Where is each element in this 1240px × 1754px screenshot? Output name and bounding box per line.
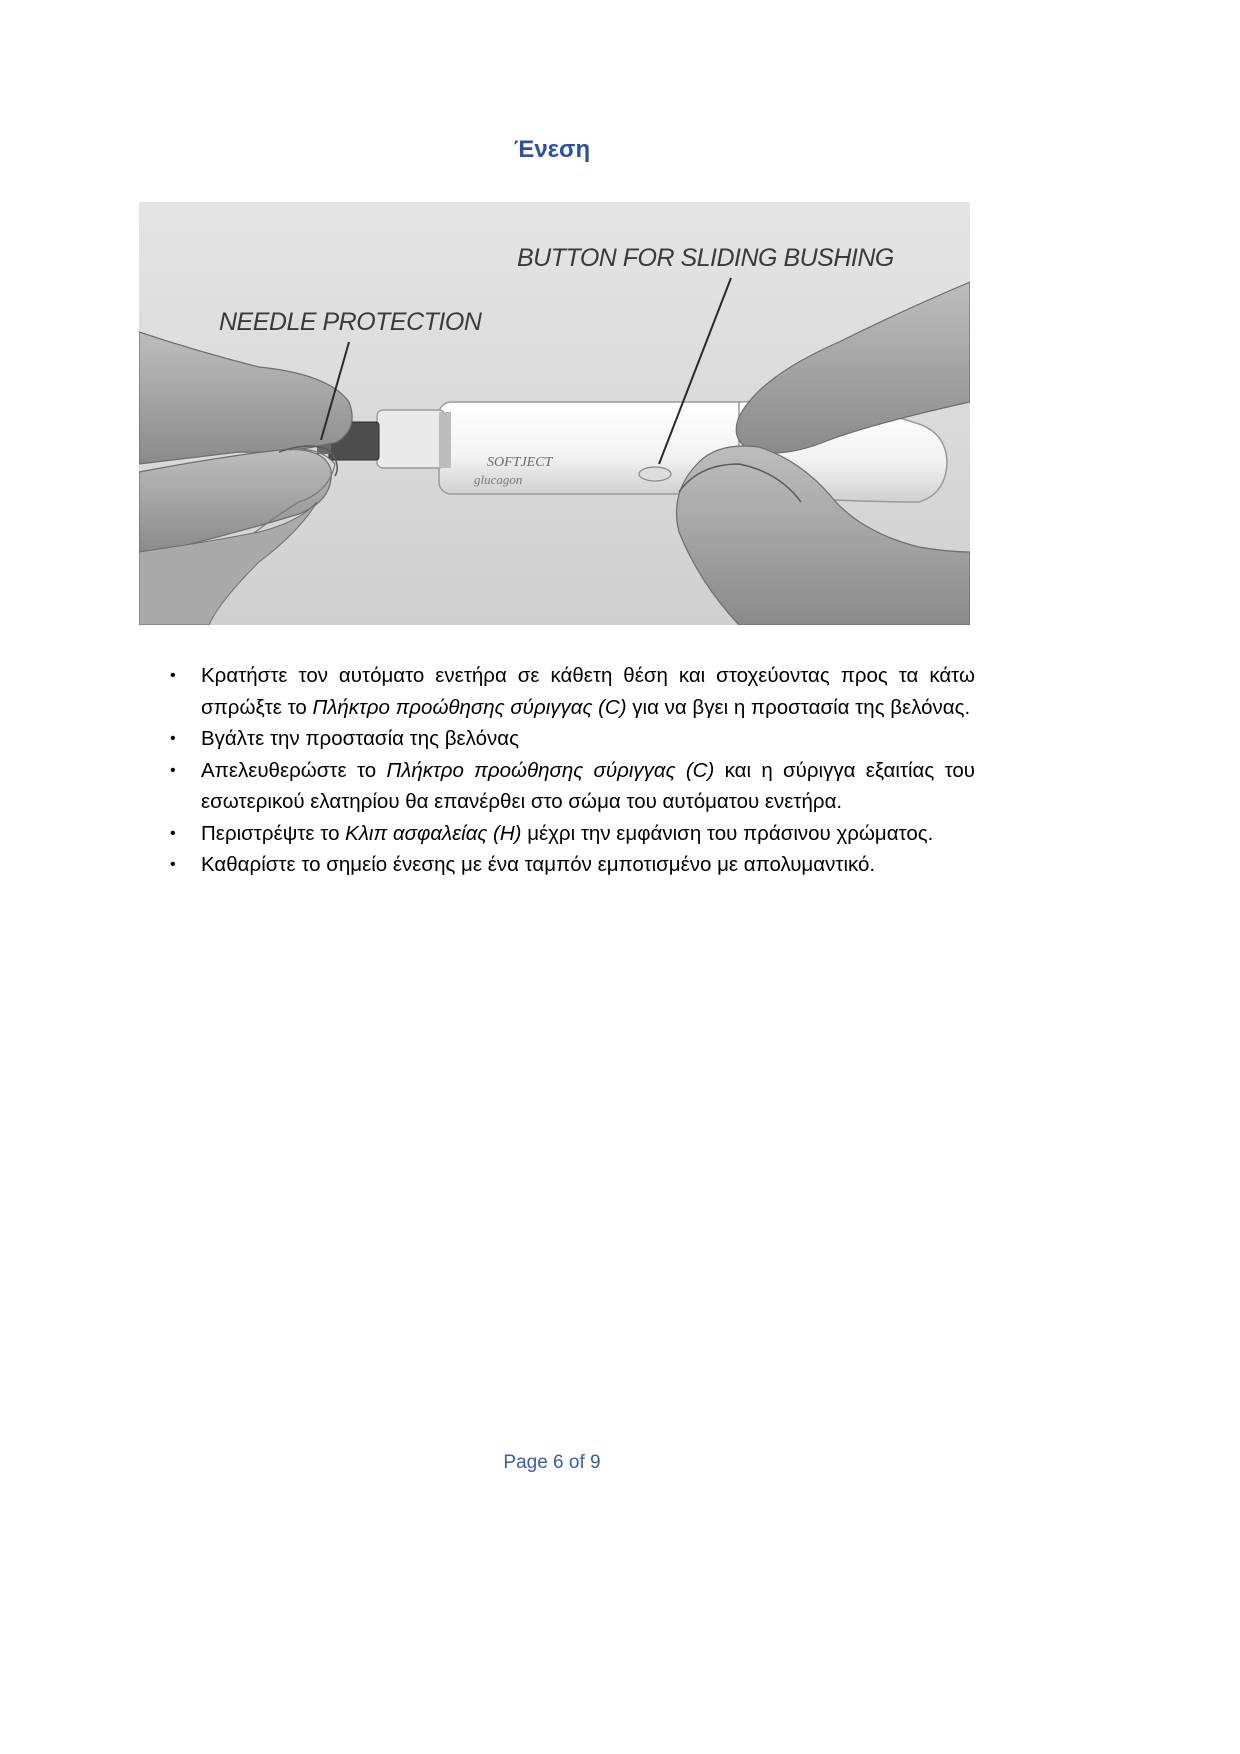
step-text: Περιστρέψτε το bbox=[201, 821, 346, 845]
bullet-icon: • bbox=[170, 856, 176, 873]
list-item bbox=[165, 818, 975, 850]
label-needle-protection: NEEDLE PROTECTION bbox=[219, 308, 482, 336]
bullet-icon: • bbox=[170, 761, 176, 779]
instruction-list bbox=[165, 660, 975, 881]
page-number: Page 6 of 9 bbox=[503, 1452, 601, 1473]
sliding-bushing-button-shape bbox=[639, 467, 671, 481]
left-hand bbox=[139, 332, 352, 625]
bullet-icon: • bbox=[170, 824, 176, 842]
step-text: για να βγει η προστασία της βελόνας. bbox=[626, 695, 971, 719]
step-text: Βγάλτε την προστασία της βελόνας bbox=[201, 727, 520, 750]
label-button-sliding-bushing: BUTTON FOR SLIDING BUSHING bbox=[517, 244, 894, 272]
step-text: μέχρι την εμφάνιση του πράσινου χρώματος. bbox=[521, 821, 934, 845]
injection-photo bbox=[139, 202, 970, 625]
step-emphasis: Πλήκτρο προώθησης σύριγγας (C) bbox=[312, 695, 627, 719]
step-text: Καθαρίστε το σημείο ένεσης με ένα ταμπόν εμποτισμένο με απολυμαντικό. bbox=[201, 853, 876, 876]
list-item bbox=[165, 660, 975, 723]
list-item bbox=[165, 755, 975, 818]
step-text: και η σύριγγα εξαιτίας του εσωτερικού ελατηρίου θα επανέρθει στο σώμα του αυτόματου ενετήρα. bbox=[201, 758, 975, 813]
bullet-icon: • bbox=[170, 667, 176, 684]
step-emphasis: Κλιπ ασφαλείας (H) bbox=[345, 821, 522, 845]
step-emphasis: Πλήκτρο προώθησης σύριγγας (C) bbox=[386, 758, 715, 782]
device-brand-text: SOFTJECT bbox=[487, 455, 553, 470]
step-text: Απελευθερώστε το bbox=[201, 758, 387, 782]
bullet-icon: • bbox=[170, 730, 176, 747]
device-name-text: glucagon bbox=[474, 472, 523, 487]
page-title: Ένεση bbox=[513, 136, 591, 163]
step-text: Κρατήστε τον αυτόματο ενετήρα σε κάθετη θέση και στοχεύοντας προς τα κάτω σπρώξτε το bbox=[201, 664, 975, 719]
list-item bbox=[165, 723, 975, 755]
list-item bbox=[165, 849, 975, 881]
autoinjector-illustration bbox=[139, 202, 970, 625]
